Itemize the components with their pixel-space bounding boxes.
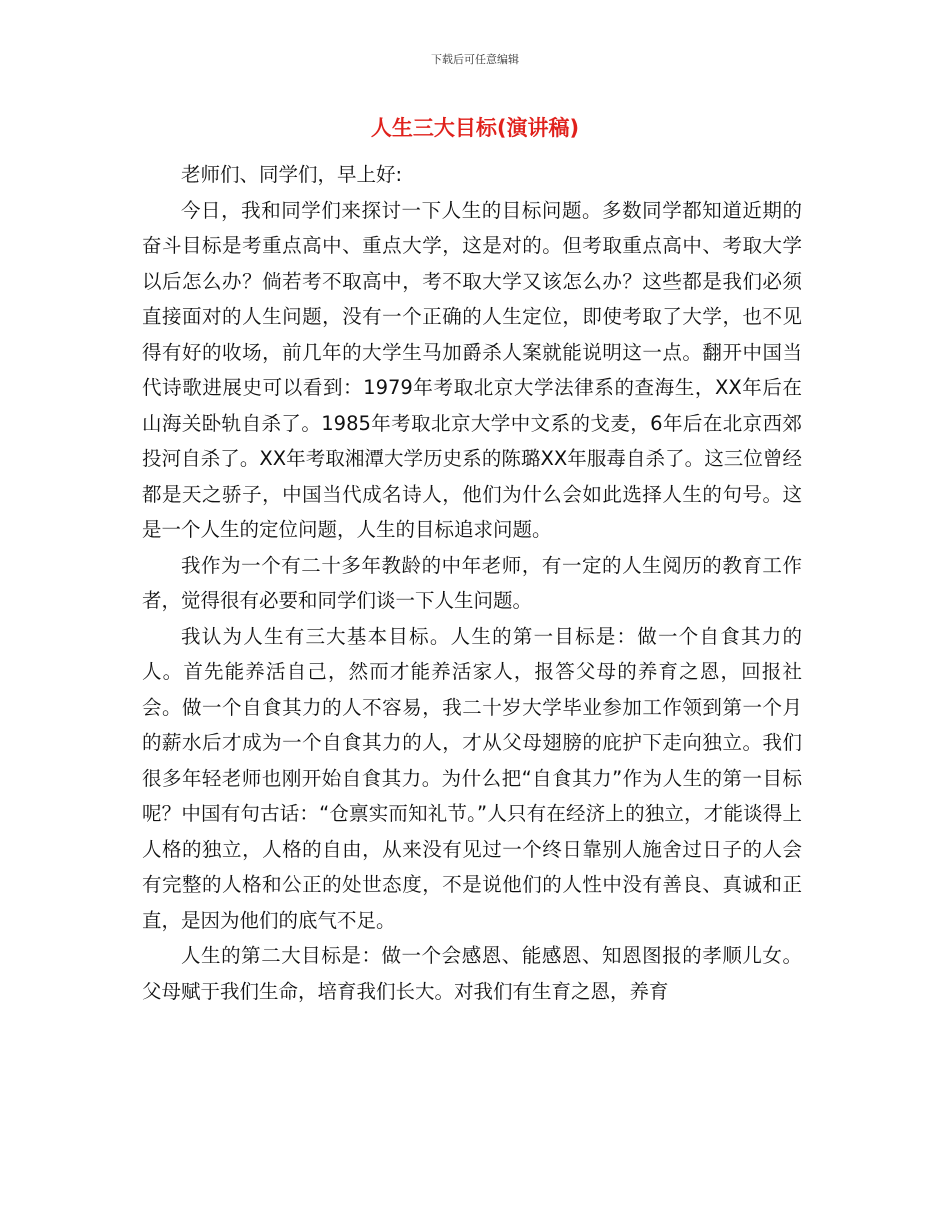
page-header-note: 下载后可任意编辑 (431, 53, 519, 66)
document-title: 人生三大目标(演讲稿) (370, 116, 580, 140)
paragraph-speaker: 我作为一个有二十多年教龄的中年老师，有一定的人生阅历的教育工作者，觉得很有必要和同学们谈一下人生问题。 (142, 553, 802, 612)
paragraph-greeting: 老师们、同学们，早上好: (181, 163, 403, 186)
document-body (142, 157, 802, 1009)
paragraph-intro: 今日，我和同学们来探讨一下人生的目标问题。多数同学都知道近期的奋斗目标是考重点高中、重点大学，这是对的。但考取重点高中、考取大学以后怎么办？倘若考不取高中，考不取大学又该怎么办？这些都是我们必须直接面对的人生问题，没有一个正确的人生定位，即使考取了大学，也不见得有好的收场，前几年的大学生马加爵杀人案就能说明这一点。翻开中国当代诗歌进展史可以看到：1979年考取北京大学法律系的查海生，XX年后在山海关卧轨自杀了。1985年考取北京大学中文系的戈麦，6年后在北京西郊投河自杀了。XX年考取湘潭大学历史系的陈璐XX年服毒自杀了。这三位曾经都是天之骄子，中国当代成名诗人，他们为什么会如此选择人生的句号。这是一个人生的定位问题，人生的目标追求问题。 (142, 198, 802, 541)
paragraph-second-goal: 人生的第二大目标是：做一个会感恩、能感恩、知恩图报的孝顺儿女。父母赋于我们生命，培育我们长大。对我们有生育之恩，养育 (142, 944, 802, 1003)
paragraph-first-goal: 我认为人生有三大基本目标。人生的第一目标是：做一个自食其力的人。首先能养活自己，然而才能养活家人，报答父母的养育之恩，回报社会。做一个自食其力的人不容易，我二十岁大学毕业参加工作领到第一个月的薪水后才成为一个自食其力的人，才从父母翅膀的庇护下走向独立。我们很多年轻老师也刚开始自食其力。为什么把“自食其力”作为人生的第一目标呢？中国有句古话：“仓禀实而知礼节。”人只有在经济上的独立，才能谈得上人格的独立，人格的自由，从来没有见过一个终日靠别人施舍过日子的人会有完整的人格和公正的处世态度，不是说他们的人性中没有善良、真诚和正直，是因为他们的底气不足。 (142, 624, 802, 932)
